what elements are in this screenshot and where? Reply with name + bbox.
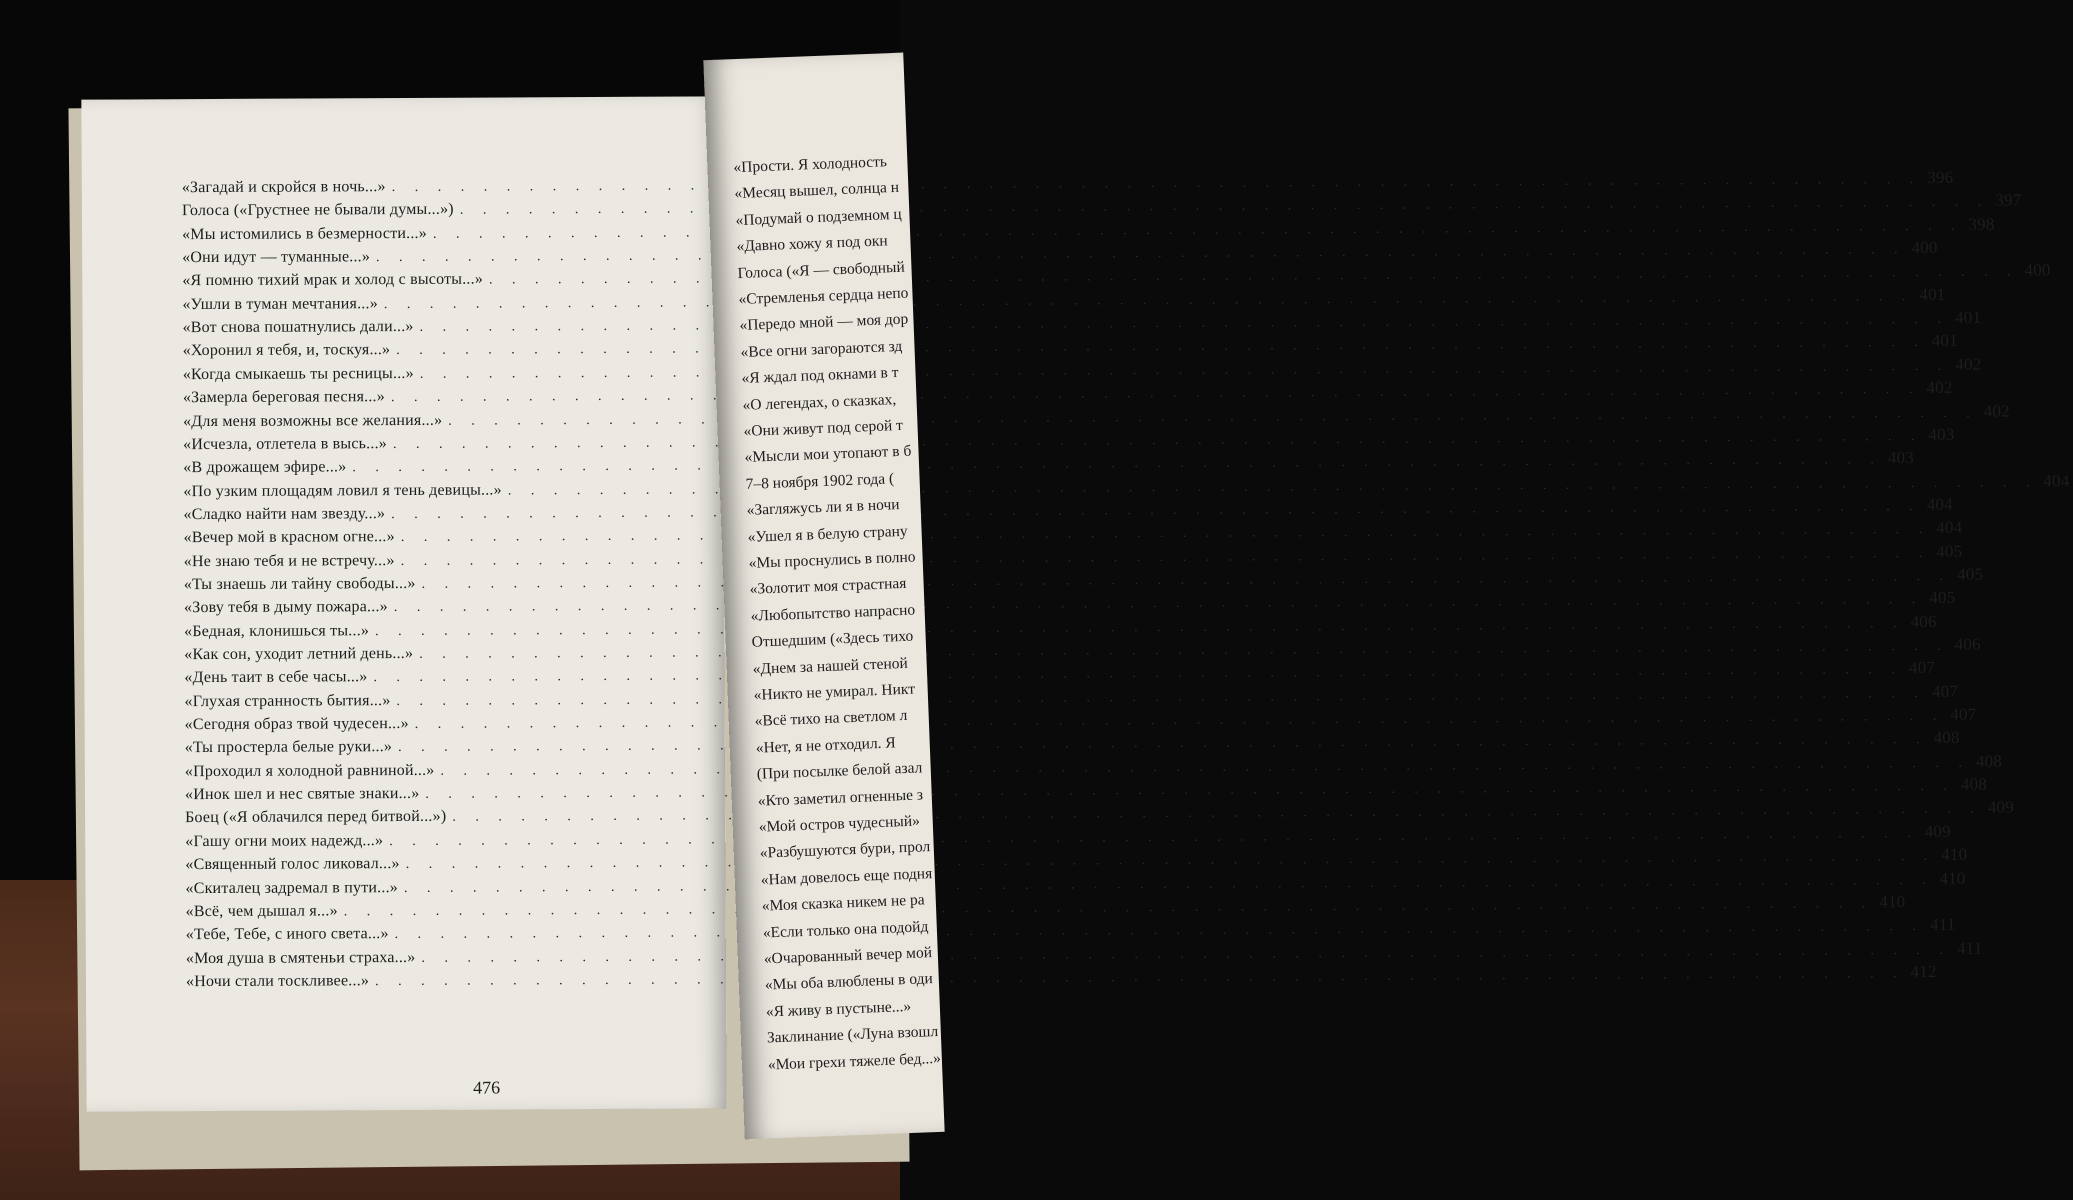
right-page-line: «Прости. Я холодность bbox=[733, 153, 888, 177]
toc-entry-title: «Когда смыкаешь ты ресницы...» bbox=[182, 364, 414, 383]
dot-leader bbox=[425, 779, 1955, 803]
page-number: 476 bbox=[472, 1077, 501, 1098]
toc-entry-title: «Моя душа в смятеньи страха...» bbox=[185, 948, 416, 967]
dot-leader bbox=[398, 732, 1928, 756]
toc-entry-title: «Сладко найти нам звезду...» bbox=[183, 504, 386, 524]
right-page-line: Голоса («Я — свободный bbox=[737, 258, 906, 282]
dot-leader bbox=[392, 172, 1922, 196]
toc-entry-title: «Ушли в туман мечтания...» bbox=[182, 294, 378, 313]
dot-leader bbox=[394, 592, 1924, 616]
toc-entry-page: 404 bbox=[1936, 518, 1963, 538]
toc-entry-title: «Вот снова пошатнулись дали...» bbox=[182, 318, 414, 337]
toc-entry-title: «Исчезла, отлетела в высь...» bbox=[183, 434, 388, 453]
dot-leader bbox=[389, 826, 1919, 850]
toc-entry-title: «В дрожащем эфире...» bbox=[183, 458, 347, 477]
toc-entry-page: 411 bbox=[1930, 915, 1956, 935]
toc-entry-title: «По узким площадям ловил я тень девицы...» bbox=[183, 481, 502, 500]
right-page-line: «Давно хожу я под окн bbox=[736, 232, 888, 256]
dot-leader bbox=[448, 405, 1978, 429]
dot-leader bbox=[396, 686, 1926, 710]
toc-entry-title: «Всё, чем дышал я...» bbox=[185, 902, 338, 920]
toc-entry-page: 408 bbox=[1933, 728, 1960, 748]
dot-leader bbox=[406, 849, 1936, 873]
toc-entry-page: 400 bbox=[2024, 260, 2051, 280]
dot-leader bbox=[460, 195, 1990, 219]
dot-leader bbox=[440, 756, 1970, 780]
toc-entry-page: 405 bbox=[1929, 588, 1956, 608]
toc-entry-page: 410 bbox=[1941, 844, 1968, 865]
toc-entry-title: «Ты простерла белые руки...» bbox=[184, 738, 393, 757]
dot-leader bbox=[419, 639, 1949, 663]
right-page-line: «Передо мной — моя дор bbox=[739, 310, 909, 335]
dot-leader bbox=[391, 382, 1921, 406]
dot-leader bbox=[395, 919, 1925, 943]
right-page-line: Заклинание («Луна взошл bbox=[766, 1023, 939, 1047]
toc-entry-title: «Замерла береговая песня...» bbox=[182, 388, 385, 407]
dot-leader bbox=[404, 872, 1934, 896]
dot-leader bbox=[420, 359, 1950, 383]
right-page-line: «Загляжусь ли я в ночи bbox=[746, 496, 900, 520]
toc-entry-page: 404 bbox=[1926, 494, 1953, 514]
right-page-line: «Днем за нашей стеной bbox=[752, 654, 909, 678]
dot-leader bbox=[384, 289, 1914, 313]
toc-entry-page: 412 bbox=[1910, 961, 1937, 982]
toc-entry-title: «Тебе, Тебе, с иного света...» bbox=[185, 925, 389, 944]
toc-entry-title: «Гашу огни моих надежд...» bbox=[185, 831, 384, 850]
toc-entry-page: 407 bbox=[1931, 681, 1959, 701]
toc-entry-page: 397 bbox=[1995, 190, 2022, 211]
right-page-line: «Очарованный вечер мой bbox=[763, 944, 933, 968]
toc-entry-page: 411 bbox=[1956, 938, 1983, 958]
toc-entry-title: «Как сон, уходит летний день...» bbox=[184, 644, 414, 664]
toc-entry-page: 402 bbox=[1983, 401, 2010, 421]
dot-leader bbox=[375, 966, 1905, 990]
right-page-line: Отшедшим («Здесь тихо bbox=[751, 627, 914, 651]
toc-entry-page: 409 bbox=[1987, 798, 2014, 818]
dot-leader bbox=[344, 896, 1874, 920]
toc-entry-title: Боец («Я облачился перед битвой...») bbox=[185, 808, 447, 827]
toc-entry-title: «Не знаю тебя и не встречу...» bbox=[183, 551, 395, 570]
right-page-line: «Месяц вышел, солнца н bbox=[734, 179, 900, 203]
dot-leader bbox=[433, 219, 1963, 243]
toc-entry-title: «Загадай и скройся в ночь...» bbox=[181, 178, 386, 197]
toc-entry-page: 402 bbox=[1926, 378, 1953, 398]
right-page-line: «Золотит моя страстная bbox=[749, 575, 907, 599]
dot-leader bbox=[421, 942, 1951, 966]
toc-entry-title: «Проходил я холодной равниной...» bbox=[184, 761, 435, 780]
toc-entry-title: «Глухая странность бытия...» bbox=[184, 691, 391, 710]
toc-entry-page: 409 bbox=[1924, 821, 1951, 841]
right-page-line: «Кто заметил огненные з bbox=[757, 785, 924, 810]
right-page-line: «Никто не умирал. Никт bbox=[753, 680, 916, 704]
toc-entry-page: 401 bbox=[1919, 284, 1946, 304]
dot-leader bbox=[375, 616, 1905, 640]
right-page-line: «Мы оба влюблены в оди bbox=[764, 970, 934, 994]
toc-entry-title: «Мы истомились в безмерности...» bbox=[182, 224, 427, 243]
toc-entry-page: 408 bbox=[1975, 751, 2003, 771]
dot-leader bbox=[401, 522, 1931, 546]
dot-leader bbox=[391, 499, 1921, 523]
dot-leader bbox=[396, 335, 1926, 359]
right-page-line: «Я ждал под окнами в т bbox=[741, 364, 899, 388]
right-page-text bbox=[733, 149, 993, 1074]
toc-entry-page: 407 bbox=[1950, 704, 1977, 724]
right-page bbox=[703, 53, 944, 1140]
toc-entry-title: Голоса («Грустнее не бывали думы...») bbox=[181, 201, 454, 220]
toc-entry-page: 404 bbox=[2043, 470, 2070, 490]
toc-entry-title: «Священный голос ликовал...» bbox=[185, 855, 400, 874]
toc-entry-page: 410 bbox=[1879, 891, 1906, 912]
dot-leader bbox=[401, 546, 1931, 570]
toc-entry-title: «Вечер мой в красном огне...» bbox=[183, 528, 395, 547]
right-page-line: «Я живу в пустыне...» bbox=[765, 997, 912, 1021]
toc-entry-title: «Ночи стали тоскливее...» bbox=[185, 972, 370, 991]
toc-entry-title: «Хоронил я тебя, и, тоскуя...» bbox=[182, 341, 391, 360]
right-page-line: «Разбушуются бури, прол bbox=[759, 838, 931, 863]
right-page-line: «Мысли мои утопают в б bbox=[744, 442, 912, 467]
right-page-line: «Всё тихо на светлом л bbox=[754, 707, 908, 731]
toc-entry-title: «Они идут — туманные...» bbox=[182, 248, 371, 267]
toc-entry-title: «Я помню тихий мрак и холод с высоты...» bbox=[182, 270, 484, 290]
toc-entry-title: «День таит в себе часы...» bbox=[184, 668, 368, 687]
toc-entry-title: «Инок шел и нес святые знаки...» bbox=[184, 785, 420, 804]
toc-entry-page: 402 bbox=[1955, 354, 1982, 374]
toc-entry-page: 406 bbox=[1910, 611, 1937, 631]
toc-entry-page: 410 bbox=[1939, 868, 1966, 888]
right-page-line: «Если только она подойд bbox=[762, 917, 929, 942]
toc-entry-page: 408 bbox=[1960, 774, 1988, 794]
dot-leader bbox=[376, 242, 1906, 266]
dot-leader bbox=[452, 802, 1982, 826]
toc-entry-page: 403 bbox=[1928, 424, 1955, 444]
right-page-line: 7–8 ноября 1902 года ( bbox=[745, 470, 895, 493]
right-page-line: «Мои грехи тяжеле бед...» bbox=[767, 1049, 942, 1074]
dot-leader bbox=[422, 569, 1952, 593]
right-page-line: «Все огни загораются зд bbox=[740, 337, 903, 361]
dot-leader bbox=[373, 662, 1903, 686]
toc-entry-page: 398 bbox=[1968, 214, 1995, 234]
toc-entry-page: 405 bbox=[1936, 541, 1963, 561]
right-page-line: «Они живут под серой т bbox=[743, 416, 904, 440]
toc-entry-title: «Бедная, клонишься ты...» bbox=[184, 621, 370, 640]
dot-leader bbox=[420, 312, 1950, 336]
right-page-line: «Любопытство напрасно bbox=[750, 601, 916, 625]
toc-entry-page: 401 bbox=[1931, 331, 1958, 351]
right-page-line: «Нет, я не отходил. Я bbox=[755, 734, 897, 757]
toc-entry-page: 406 bbox=[1954, 634, 1981, 654]
toc-entry-page: 396 bbox=[1927, 167, 1954, 188]
toc-entry-title: «Зову тебя в дыму пожара...» bbox=[183, 598, 388, 617]
right-page-line: «Нам довелось еще подня bbox=[760, 864, 933, 889]
right-page-line: «Ушел я в белую страну bbox=[747, 522, 908, 546]
right-page-line: (При посылке белой азал bbox=[756, 759, 923, 783]
dot-leader bbox=[393, 429, 1923, 453]
right-page-line: «Мы проснулись в полно bbox=[748, 548, 916, 572]
toc-entry-title: «Для меня возможны все желания...» bbox=[182, 411, 443, 430]
toc-entry-title: «Ты знаешь ли тайну свободы...» bbox=[183, 574, 416, 594]
toc-entry-title: «Сегодня образ твой чудесен...» bbox=[184, 715, 409, 734]
right-page-line: «Мой остров чудесный» bbox=[758, 812, 921, 836]
right-page-line: «Подумай о подземном ц bbox=[735, 205, 903, 229]
right-page-line: «Стремленья сердца непо bbox=[738, 284, 909, 309]
toc-entry-title: «Скиталец задремал в пути...» bbox=[185, 878, 398, 897]
toc-entry-page: 403 bbox=[1887, 448, 1915, 468]
right-page-line: «О легендах, о сказках, bbox=[742, 390, 897, 414]
toc-entry-page: 400 bbox=[1911, 238, 1938, 258]
toc-entry-page: 401 bbox=[1955, 307, 1982, 327]
toc-entry-page: 405 bbox=[1957, 564, 1984, 584]
dot-leader bbox=[415, 709, 1945, 733]
dot-leader bbox=[352, 452, 1882, 476]
right-page-line: «Моя сказка никем не ра bbox=[761, 891, 925, 915]
toc-entry-page: 407 bbox=[1908, 658, 1936, 678]
